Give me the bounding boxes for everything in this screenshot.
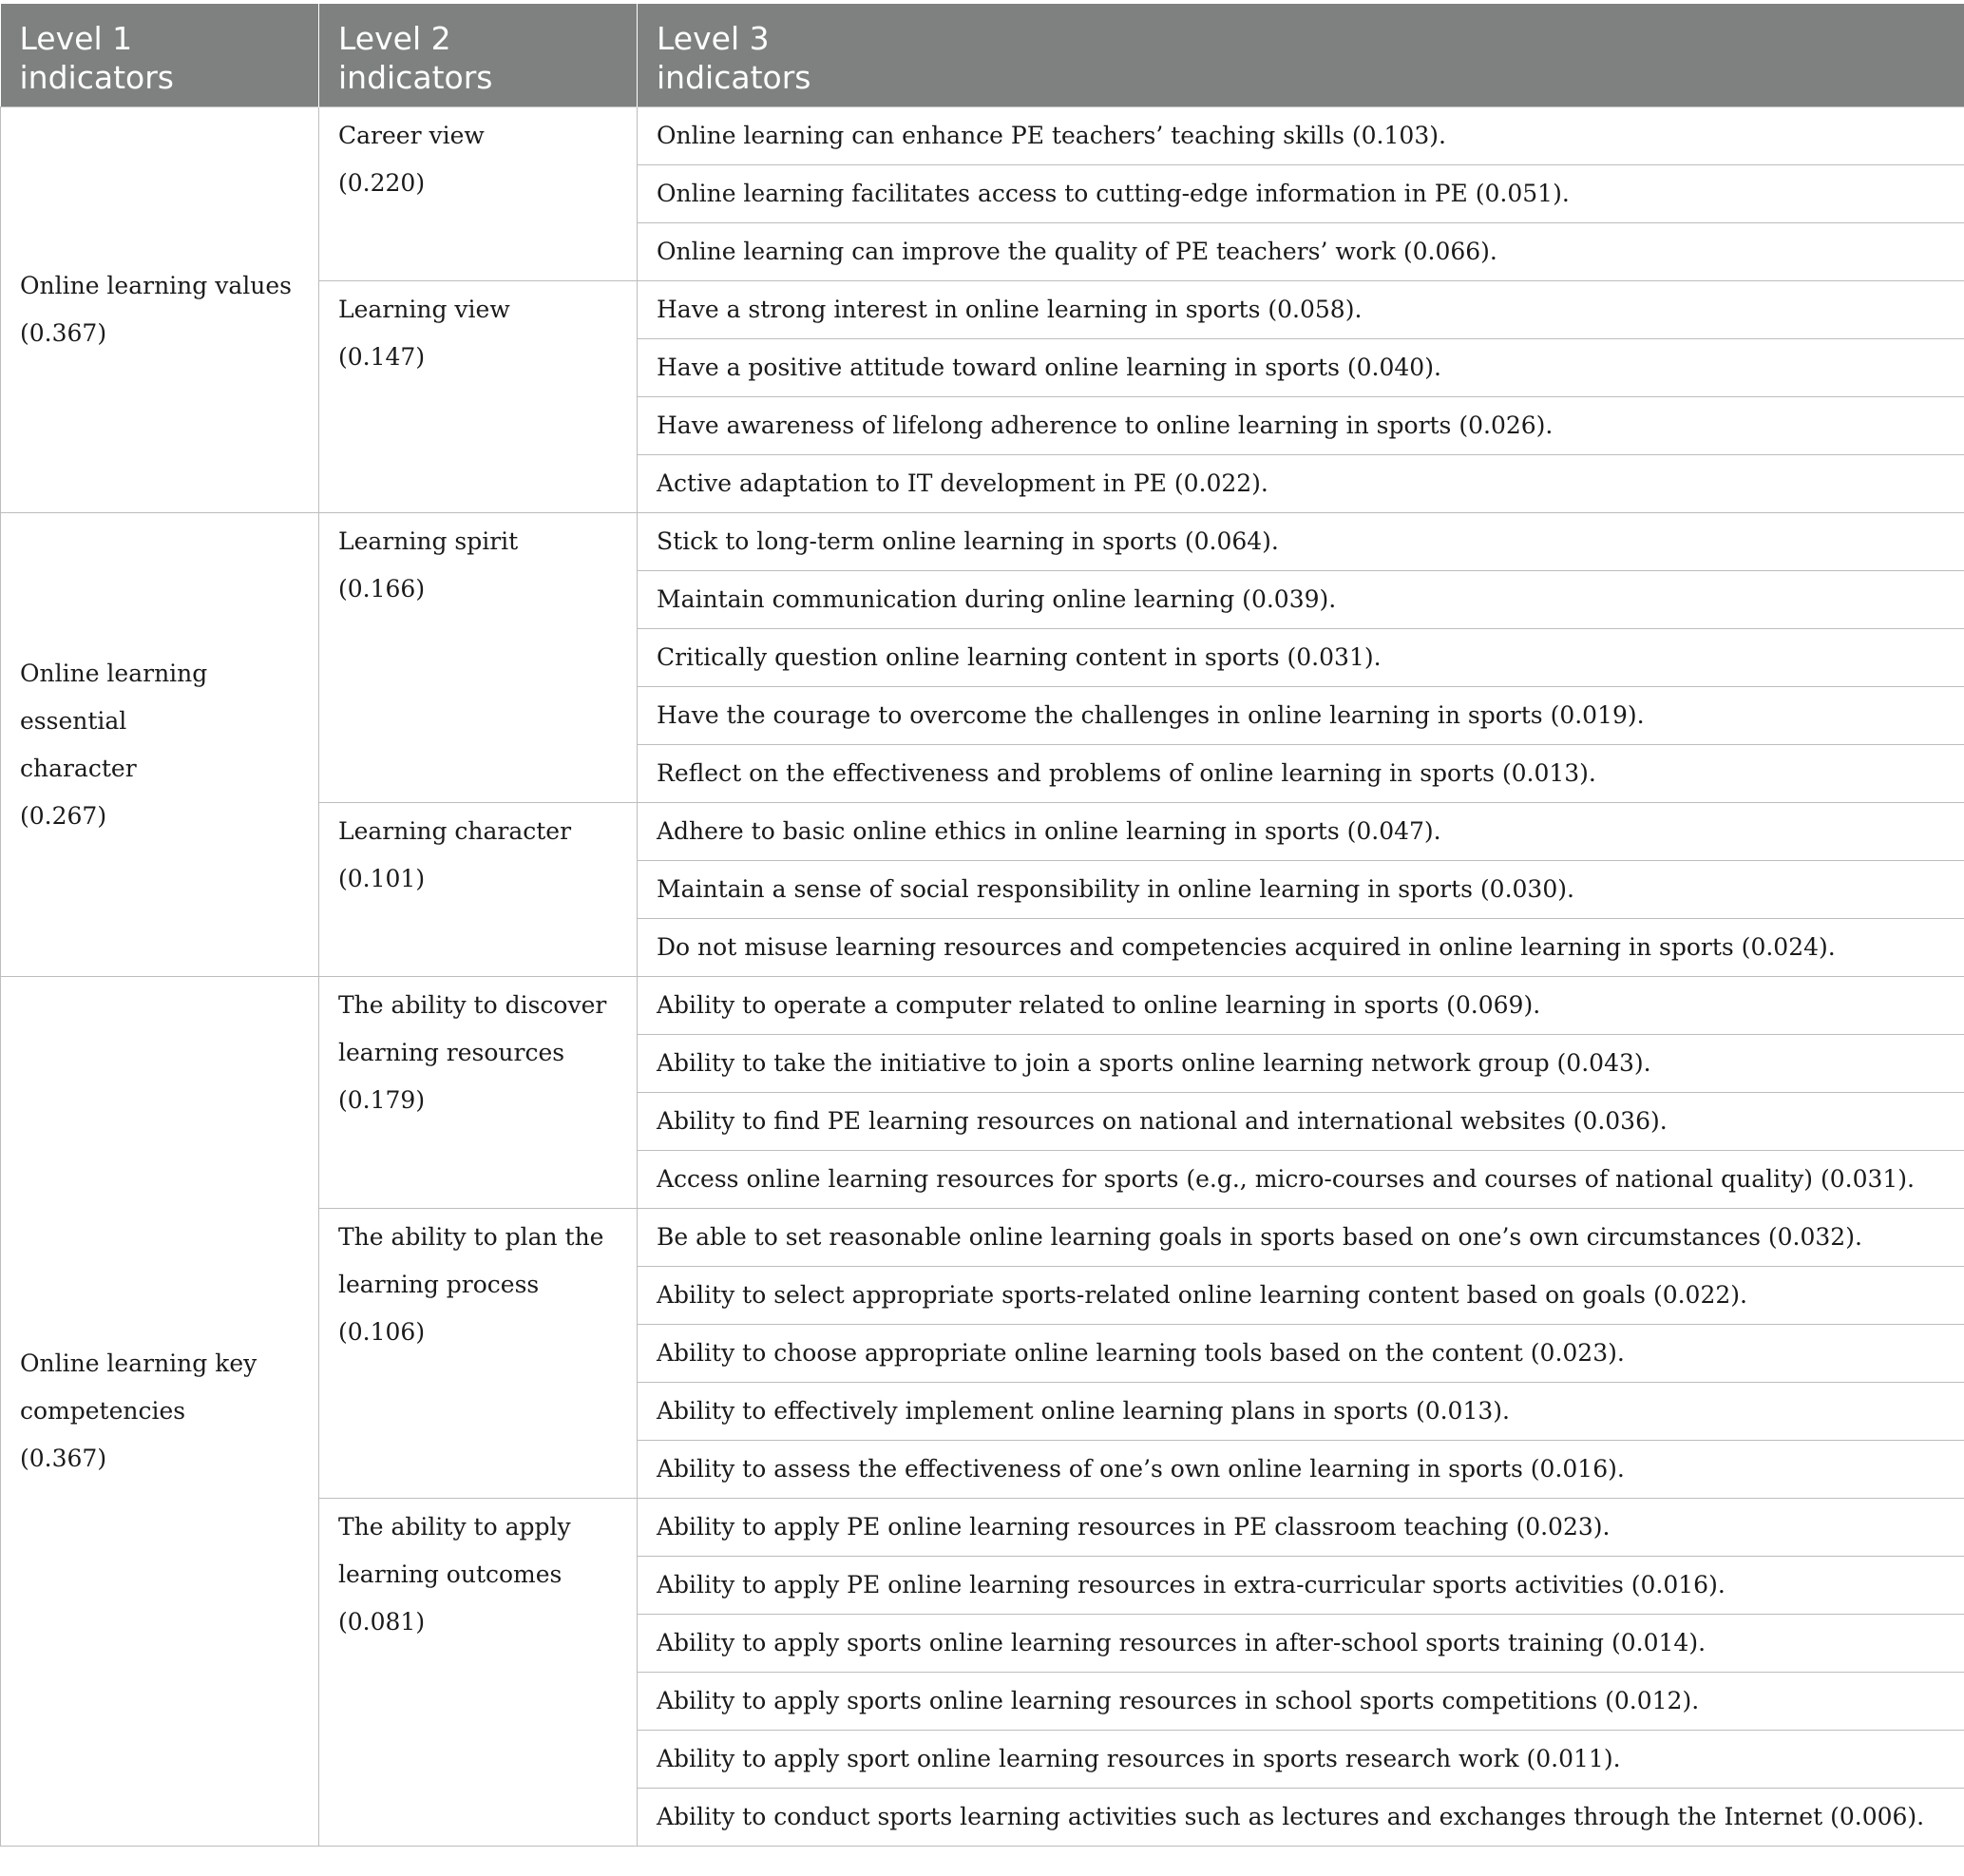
level2-indicator-line: Learning view — [338, 296, 510, 323]
level2-indicator-cell — [319, 1499, 638, 1847]
table-row — [1, 977, 1964, 1035]
level3-indicator-cell: Ability to effectively implement online learning plans in sports (0.013). — [638, 1383, 1964, 1441]
level1-indicator-line: (0.267) — [20, 801, 107, 830]
level3-indicator-cell: Online learning facilitates access to cutting-edge information in PE (0.051). — [638, 165, 1964, 223]
level2-indicator-line: Career view — [338, 122, 485, 149]
level3-indicator-cell: Ability to apply PE online learning resources in PE classroom teaching (0.023). — [638, 1499, 1964, 1557]
level2-indicator-line: (0.166) — [338, 575, 426, 603]
level3-indicator-cell: Reflect on the effectiveness and problems of online learning in sports (0.013). — [638, 745, 1964, 803]
level3-indicator-cell: Active adaptation to IT development in PE (0.022). — [638, 455, 1964, 513]
header-level3-line: Level 3 — [657, 20, 770, 57]
level1-indicator-line: (0.367) — [20, 1445, 107, 1472]
level3-indicator-cell: Have awareness of lifelong adherence to online learning in sports (0.026). — [638, 397, 1964, 455]
level1-indicator-line: Online learning key — [20, 1350, 257, 1377]
level2-indicator-cell — [319, 107, 638, 281]
level2-indicator-line: learning resources — [338, 1039, 565, 1066]
level3-indicator-cell: Critically question online learning content in sports (0.031). — [638, 629, 1964, 687]
header-level1-line: indicators — [19, 59, 174, 96]
header-level3 — [638, 4, 1964, 107]
header-level2-line: indicators — [338, 59, 493, 96]
level3-indicator-cell: Be able to set reasonable online learning goals in sports based on one’s own circumstances (0.032). — [638, 1209, 1964, 1267]
level1-indicator-cell — [1, 977, 319, 1847]
indicator-table — [0, 4, 1964, 1847]
level3-indicator-cell: Ability to operate a computer related to online learning in sports (0.069). — [638, 977, 1964, 1035]
level3-indicator-cell: Ability to select appropriate sports-related online learning content based on goals (0.022). — [638, 1267, 1964, 1325]
level3-indicator-cell: Stick to long-term online learning in sports (0.064). — [638, 513, 1964, 571]
level3-indicator-cell: Adhere to basic online ethics in online learning in sports (0.047). — [638, 803, 1964, 861]
level2-indicator-line: The ability to discover — [338, 991, 607, 1019]
level2-indicator-line: (0.106) — [338, 1318, 426, 1346]
level2-indicator-cell — [319, 803, 638, 977]
level3-indicator-cell: Ability to find PE learning resources on national and international websites (0.036). — [638, 1093, 1964, 1151]
level2-indicator-line: (0.179) — [338, 1086, 426, 1114]
level1-indicator-line: (0.367) — [20, 319, 107, 347]
header-level1 — [1, 4, 319, 107]
level3-indicator-cell: Ability to choose appropriate online learning tools based on the content (0.023). — [638, 1325, 1964, 1383]
level2-indicator-line: Learning character — [338, 817, 572, 845]
header-level3-line: indicators — [657, 59, 811, 96]
level3-indicator-cell: Ability to apply sports online learning resources in school sports competitions (0.012). — [638, 1673, 1964, 1731]
level3-indicator-cell: Have a strong interest in online learning in sports (0.058). — [638, 281, 1964, 339]
level3-indicator-cell: Ability to take the initiative to join a sports online learning network group (0.043). — [638, 1035, 1964, 1093]
level3-indicator-cell: Online learning can improve the quality of PE teachers’ work (0.066). — [638, 223, 1964, 281]
level3-indicator-cell: Access online learning resources for sports (e.g., micro-courses and courses of national quality) (0.031). — [638, 1151, 1964, 1209]
level2-indicator-cell — [319, 1209, 638, 1499]
level3-indicator-cell: Maintain communication during online learning (0.039). — [638, 571, 1964, 629]
level3-indicator-cell: Have the courage to overcome the challenges in online learning in sports (0.019). — [638, 687, 1964, 745]
level3-indicator-cell: Have a positive attitude toward online learning in sports (0.040). — [638, 339, 1964, 397]
level2-indicator-line: Learning spirit — [338, 527, 519, 555]
table-row — [1, 107, 1964, 165]
level3-indicator-cell: Ability to apply sports online learning resources in after-school sports training (0.014). — [638, 1615, 1964, 1673]
level1-indicator-line: competencies — [20, 1397, 186, 1425]
level3-indicator-cell: Ability to apply PE online learning resources in extra-curricular sports activities (0.016). — [638, 1557, 1964, 1615]
level1-indicator-cell — [1, 107, 319, 513]
level3-indicator-cell: Ability to assess the effectiveness of one’s own online learning in sports (0.016). — [638, 1441, 1964, 1499]
level2-indicator-cell — [319, 977, 638, 1209]
level1-indicator-line: Online learning essential — [20, 659, 208, 735]
table-body — [1, 107, 1964, 1847]
level3-indicator-cell: Maintain a sense of social responsibility in online learning in sports (0.030). — [638, 861, 1964, 919]
header-row — [1, 4, 1964, 107]
table-row — [1, 513, 1964, 571]
level3-indicator-cell: Ability to conduct sports learning activities such as lectures and exchanges through the Internet (0.006). — [638, 1789, 1964, 1847]
level2-indicator-line: (0.220) — [338, 169, 426, 197]
level3-indicator-cell: Do not misuse learning resources and competencies acquired in online learning in sports (0.024). — [638, 919, 1964, 977]
level2-indicator-line: (0.147) — [338, 343, 426, 371]
level2-indicator-line: (0.101) — [338, 865, 426, 892]
level3-indicator-cell: Online learning can enhance PE teachers’ teaching skills (0.103). — [638, 107, 1964, 165]
header-level1-line: Level 1 — [19, 20, 133, 57]
level3-indicator-cell: Ability to apply sport online learning resources in sports research work (0.011). — [638, 1731, 1964, 1789]
level1-indicator-line: character — [20, 754, 137, 782]
level2-indicator-line: learning outcomes — [338, 1560, 563, 1588]
level2-indicator-line: The ability to plan the — [338, 1223, 604, 1251]
level2-indicator-cell — [319, 513, 638, 803]
header-level2-line: Level 2 — [338, 20, 451, 57]
header-level2 — [319, 4, 638, 107]
level1-indicator-line: Online learning values — [20, 272, 292, 299]
level2-indicator-line: The ability to apply — [338, 1513, 571, 1541]
table-header — [1, 4, 1964, 107]
level2-indicator-cell — [319, 281, 638, 513]
level2-indicator-line: learning process — [338, 1271, 540, 1298]
level2-indicator-line: (0.081) — [338, 1608, 426, 1636]
level1-indicator-cell — [1, 513, 319, 977]
